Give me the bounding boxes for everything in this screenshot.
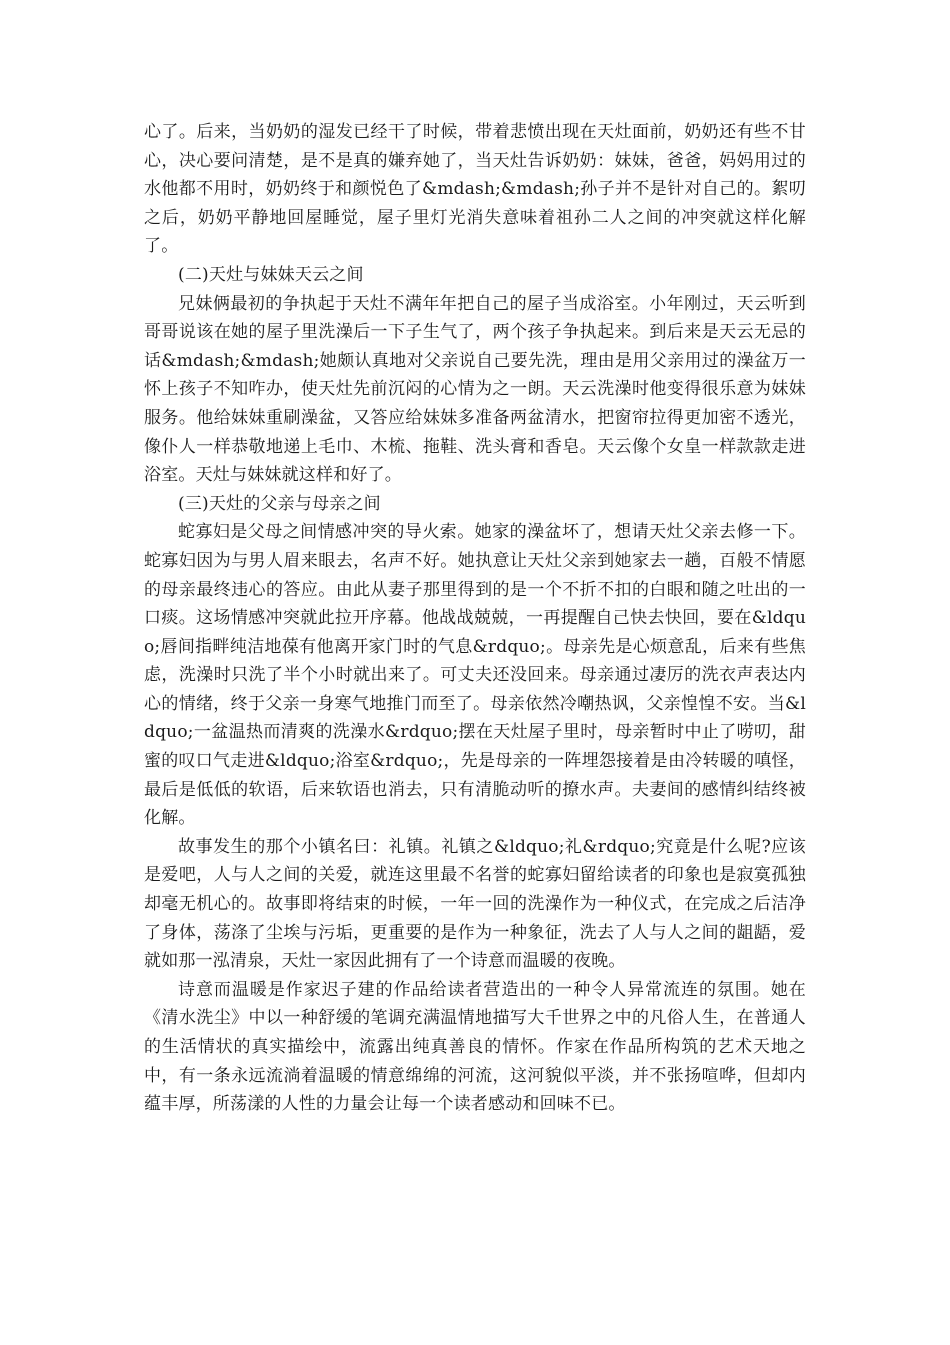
section-heading-3: (三)天灶的父亲与母亲之间: [178, 493, 381, 514]
paragraph-town: 故事发生的那个小镇名曰：礼镇。礼镇之&ldquo;礼&rdquo;究竟是什么呢?应该是爱吧，人与人之间的关爱，就连这里最不名誉的蛇寡妇留给读者的印象也是寂寞孤独却毫无机心的。故事即将结束的时候，一年一回的洗澡作为一种仪式，在完成之后洁净了身体，荡涤了尘埃与污垢，更重要的是作为一种象征，洗去了人与人之间的龃龉，爱就如那一泓清泉，天灶一家因此拥有了一个诗意而温暖的夜晚。: [144, 836, 806, 972]
paragraph-continuation: 心了。后来，当奶奶的湿发已经干了时候，带着悲愤出现在天灶面前，奶奶还有些不甘心，决心要问清楚，是不是真的嫌弃她了，当天灶告诉奶奶：妹妹，爸爸，妈妈用过的水他都不用时，奶奶终于和颜悦色了&mdash;&mdash;孙子并不是针对自己的。絮叨之后，奶奶平静地回屋睡觉，屋子里灯光消失意味着祖孙二人之间的冲突就这样化解了。: [144, 122, 806, 257]
section-heading-2: (二)天灶与妹妹天云之间: [178, 264, 364, 285]
document-page: [144, 118, 806, 1119]
paragraph-parents: 蛇寡妇是父母之间情感冲突的导火索。她家的澡盆坏了，想请天灶父亲去修一下。蛇寡妇因为与男人眉来眼去，名声不好。她执意让天灶父亲到她家去一趟，百般不情愿的母亲最终违心的答应。由此从妻子那里得到的是一个不折不扣的白眼和随之吐出的一口痰。这场情感冲突就此拉开序幕。他战战兢兢，一再提醒自己快去快回，要在&ldquo;唇间指畔纯洁地葆有他离开家门时的气息&rdquo;。母亲先是心烦意乱，后来有些焦虑，洗澡时只洗了半个小时就出来了。可丈夫还没回来。母亲通过凄厉的洗衣声表达内心的情绪，终于父亲一身寒气地推门而至了。母亲依然冷嘲热讽，父亲惶惶不安。当&ldquo;一盆温热而清爽的洗澡水&rdquo;摆在天灶屋子里时，母亲暂时中止了唠叨，甜蜜的叹口气走进&ldquo;浴室&rdquo;，先是母亲的一阵埋怨接着是由冷转暖的嗔怪，最后是低低的软语，后来软语也消去，只有清脆动听的撩水声。夫妻间的感情纠结终被化解。: [144, 522, 806, 829]
paragraph-conclusion: 诗意而温暖是作家迟子建的作品给读者营造出的一种令人异常流连的氛围。她在《清水洗尘》中以一种舒缓的笔调充满温情地描写大千世界之中的凡俗人生，在普通人的生活情状的真实描绘中，流露出纯真善良的情怀。作家在作品所构筑的艺术天地之中，有一条永远流淌着温暖的情意绵绵的河流，这河貌似平淡，并不张扬喧哗，但却内蕴丰厚，所荡漾的人性的力量会让每一个读者感动和回味不已。: [144, 979, 806, 1115]
paragraph-siblings: 兄妹俩最初的争执起于天灶不满年年把自己的屋子当成浴室。小年刚过，天云听到哥哥说该在她的屋子里洗澡后一下子生气了，两个孩子争执起来。到后来是天云无忌的话&mdash;&mdash;她颇认真地对父亲说自己要先洗，理由是用父亲用过的澡盆万一怀上孩子不知咋办，使天灶先前沉闷的心情为之一朗。天云洗澡时他变得很乐意为妹妹服务。他给妹妹重刷澡盆，又答应给妹妹多准备两盆清水，把窗帘拉得更加密不透光，像仆人一样恭敬地递上毛巾、木梳、拖鞋、洗头膏和香皂。天云像个女皇一样款款走进浴室。天灶与妹妹就这样和好了。: [144, 293, 806, 486]
